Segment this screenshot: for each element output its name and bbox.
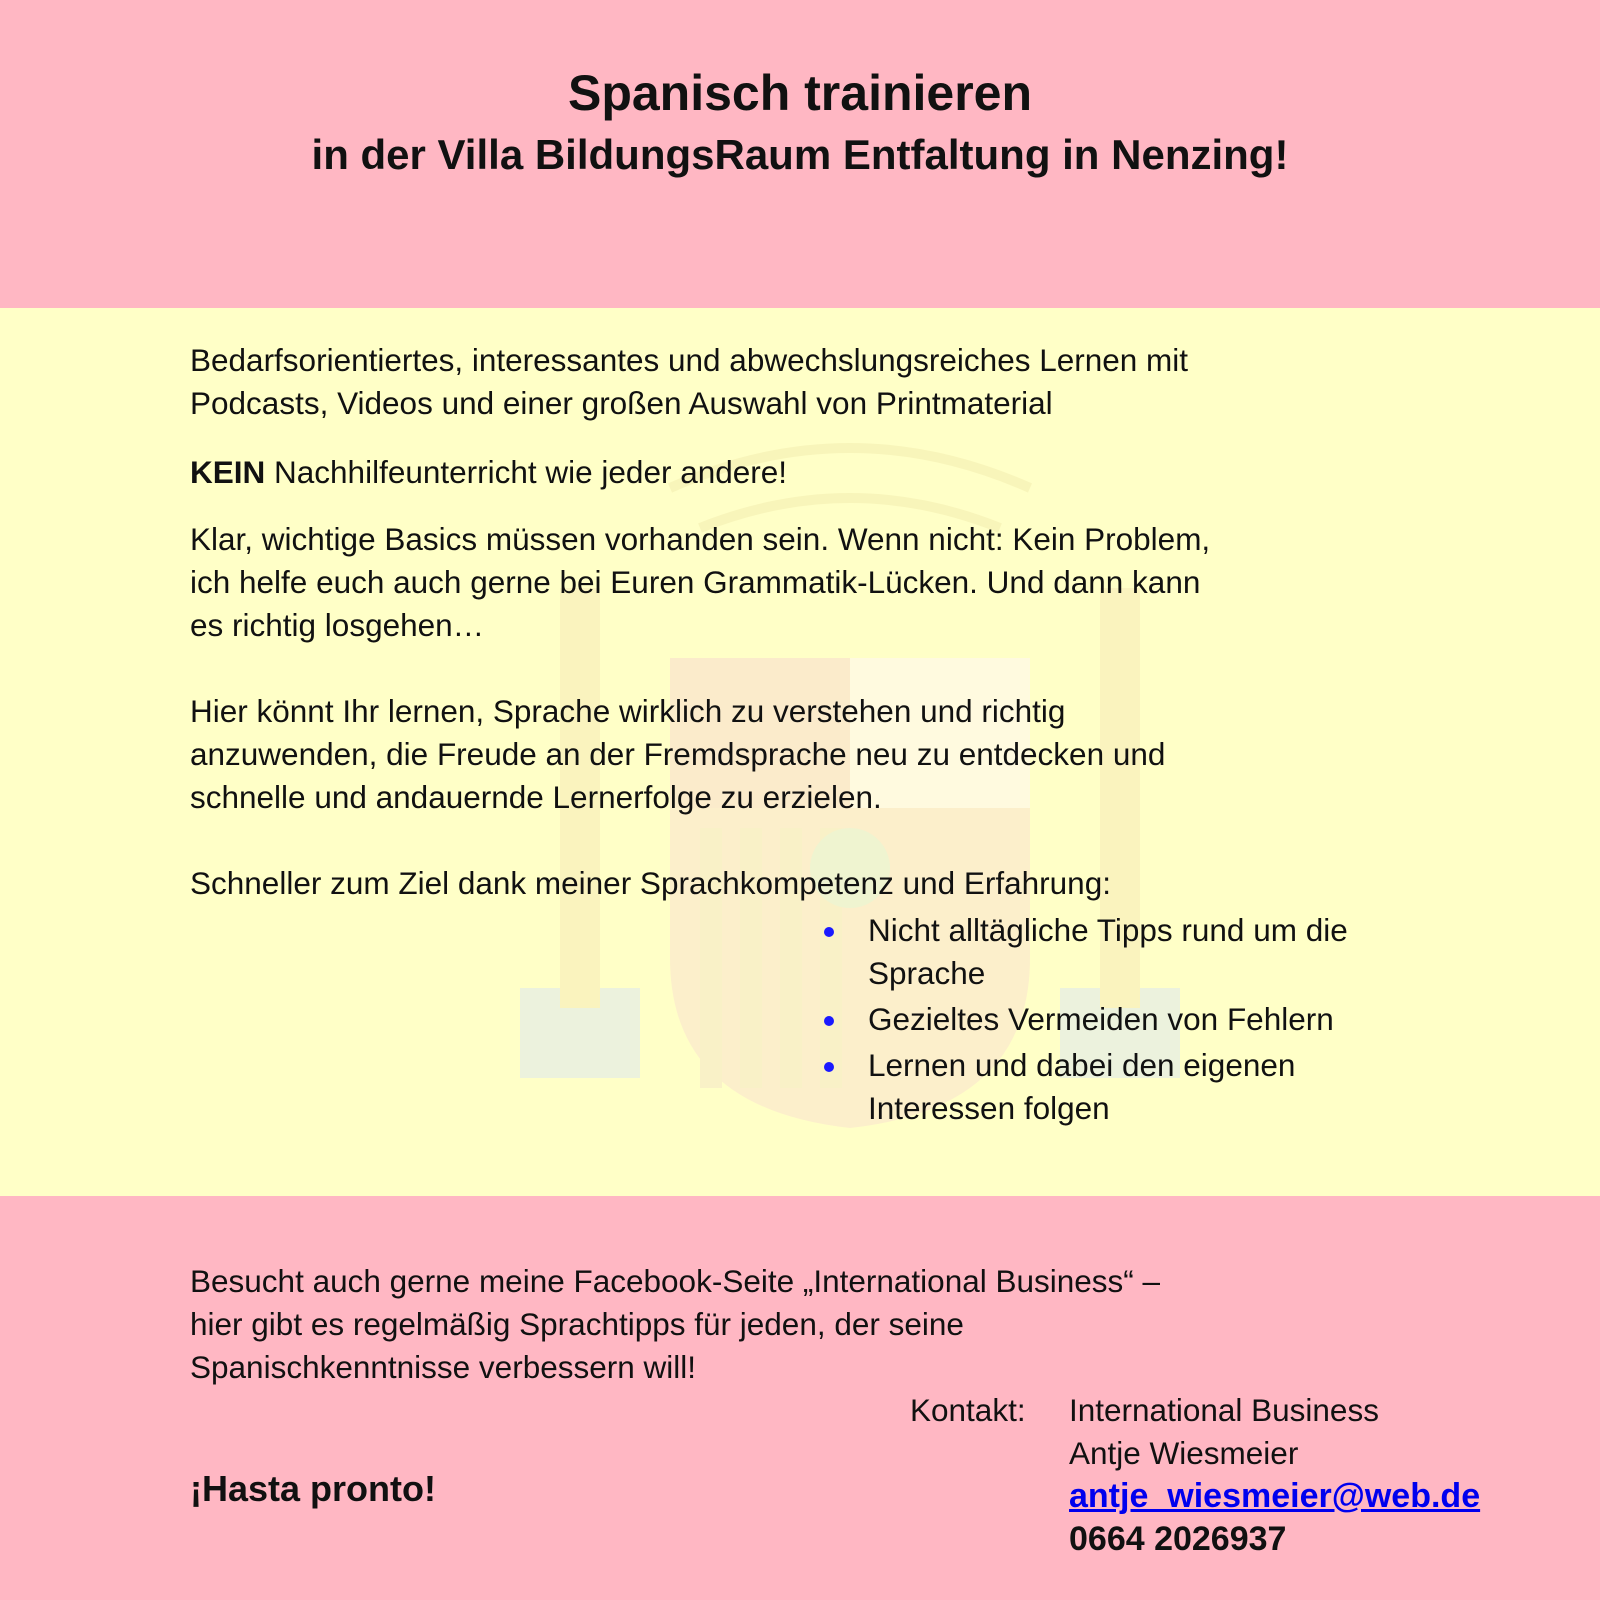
contact-block (1069, 1389, 1480, 1561)
page-subtitle: in der Villa BildungsRaum Entfaltung in Nenzing! (311, 131, 1289, 178)
list-item: Gezieltes Vermeiden von Fehlern (818, 998, 1418, 1041)
list-item: Lernen und dabei den eigenen Interessen folgen (818, 1044, 1418, 1130)
contact-phone: 0664 2026937 (1069, 1520, 1287, 1558)
kein-paragraph (190, 451, 1440, 494)
contact-email-link[interactable]: antje_wiesmeier@web.de (1069, 1477, 1481, 1515)
basics-paragraph: Klar, wichtige Basics müssen vorhanden sein. Wenn nicht: Kein Problem, ich helfe euch auch gerne bei Euren Grammatik-Lücken. Und dann kann es richtig losgehen… (190, 521, 1211, 643)
list-item: Nicht alltägliche Tipps rund um die Sprache (818, 909, 1418, 995)
contact-label: Kontakt: (910, 1392, 1026, 1428)
learning-paragraph: Hier könnt Ihr lernen, Sprache wirklich zu verstehen und richtig anzuwenden, die Freude an der Fremdsprache neu zu entdecken und schnelle und andauernde Lernerfolge zu erzielen. (190, 693, 1166, 815)
farewell-text: ¡Hasta pronto! (190, 1468, 436, 1509)
kein-text: Nachhilfeunterricht wie jeder andere! (265, 454, 788, 490)
goal-paragraph: Schneller zum Ziel dank meiner Sprachkompetenz und Erfahrung: (190, 865, 1111, 901)
contact-name: Antje Wiesmeier (1069, 1435, 1299, 1471)
intro-paragraph: Bedarfsorientiertes, interessantes und abwechslungsreiches Lernen mit Podcasts, Videos und einer großen Auswahl von Printmaterial (190, 342, 1189, 421)
page-title: Spanisch trainieren (567, 65, 1033, 121)
facebook-paragraph: Besucht auch gerne meine Facebook-Seite „International Business“ – hier gibt es regelmäßig Sprachtipps für jeden, der seine Spanischkenntnisse verbessern will! (190, 1263, 1161, 1385)
benefit-list (818, 909, 1418, 1133)
kein-emphasis: KEIN (190, 454, 266, 490)
contact-company: International Business (1069, 1392, 1379, 1428)
